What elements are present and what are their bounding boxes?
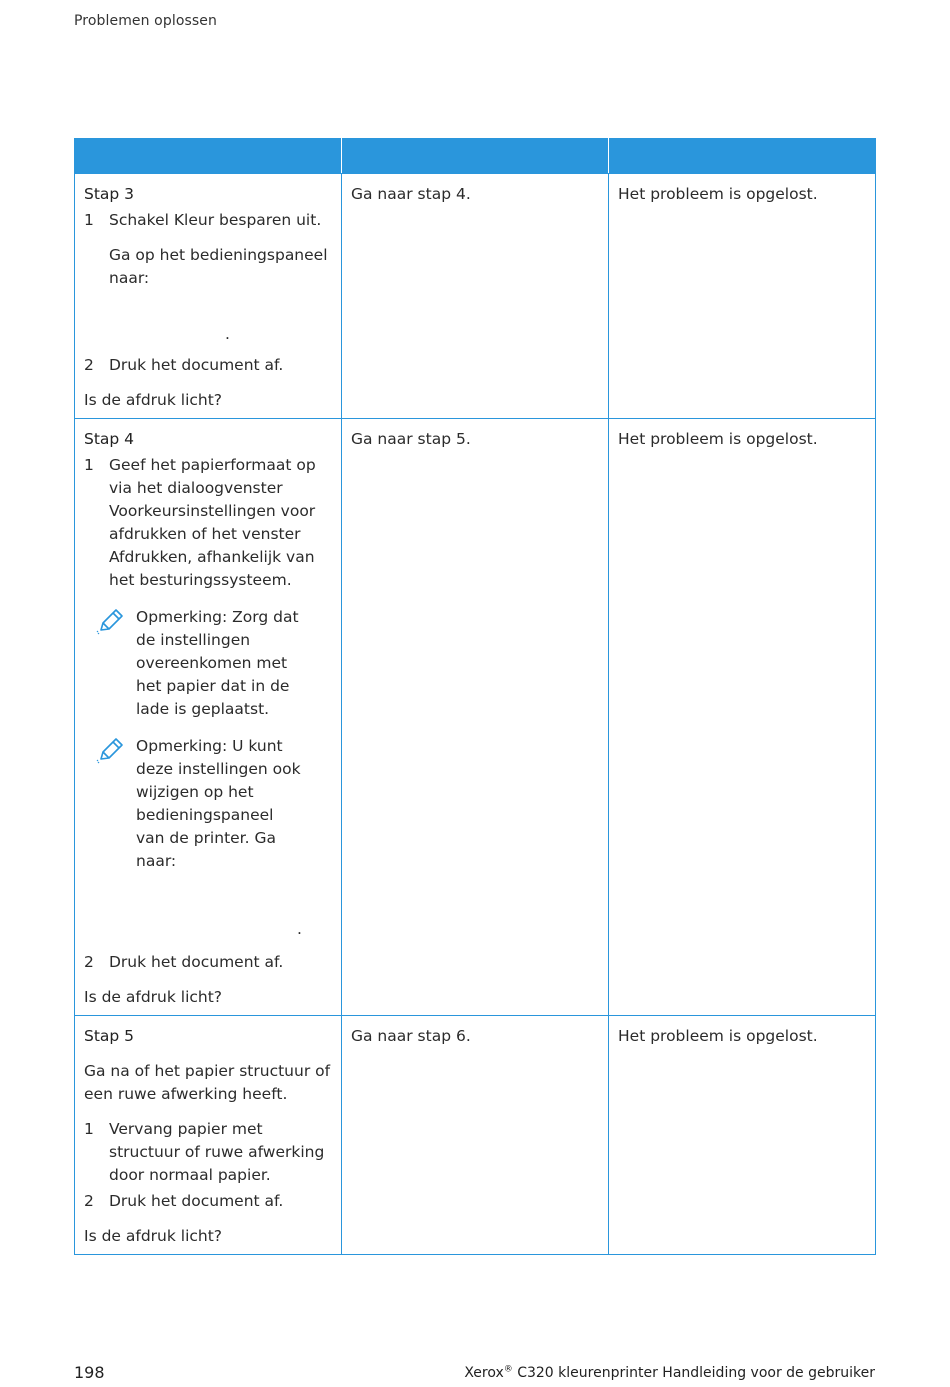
list-text: Druk het document af. [109,356,284,374]
instruction-text: Ga op het bedieningspaneel naar: [109,246,328,287]
action-cell [75,419,342,1016]
question-text: Is de afdruk licht? [84,988,223,1006]
footer-doc-title [464,1365,875,1381]
header-cell-no [609,139,876,174]
header-cell-yes [342,139,609,174]
list-number: 1 [84,456,94,474]
step-title: Stap 3 [84,185,135,203]
table-row [75,419,876,1016]
yes-result: Ga naar stap 6. [351,1027,471,1045]
header-cell-action [75,139,342,174]
list-text: Schakel Kleur besparen uit. [109,211,322,229]
question-text: Is de afdruk licht? [84,391,223,409]
pencil-icon [96,735,136,873]
list-text: Geef het papierformaat op via het dialoogvenster Voorkeursinstellingen voor afdrukken of het venster Afdrukken, afhankelijk van het besturingssysteem. [109,456,316,589]
page-number: 198 [74,1363,105,1382]
action-cell [75,1016,342,1255]
running-header: Problemen oplossen [74,13,217,29]
yes-cell [342,1016,609,1255]
troubleshooting-table [74,138,876,1255]
period-mark: . [225,325,230,343]
list-item [84,354,332,377]
note-text: Opmerking: Zorg dat de instellingen overeenkomen met het papier dat in de lade is geplaatst. [136,608,299,718]
list-number: 1 [84,211,94,229]
no-cell [609,1016,876,1255]
note [84,606,332,721]
step-title: Stap 5 [84,1027,135,1045]
list-item [84,454,332,592]
yes-result: Ga naar stap 5. [351,430,471,448]
table-header [75,139,876,174]
note-text: Opmerking: U kunt deze instellingen ook wijzigen op het bedieningspaneel van de printer. Ga naar: [136,737,301,870]
list-number: 1 [84,1120,94,1138]
note [84,735,332,873]
list-text: Druk het document af. [109,1192,284,1210]
list-item [84,1118,332,1187]
menu-path-placeholder [84,881,332,941]
list-number: 2 [84,1192,94,1210]
table-row [75,1016,876,1255]
list-number: 2 [84,953,94,971]
list-text: Vervang papier met structuur of ruwe afwerking door normaal papier. [109,1120,325,1184]
no-result: Het probleem is opgelost. [618,1027,818,1045]
list-item [84,1190,332,1213]
yes-cell [342,419,609,1016]
period-mark: . [297,920,302,938]
yes-cell [342,174,609,419]
no-result: Het probleem is opgelost. [618,185,818,203]
intro-text: Ga na of het papier structuur of een ruwe afwerking heeft. [84,1062,331,1103]
pencil-icon [96,606,136,721]
action-cell [75,174,342,419]
list-text: Druk het document af. [109,953,284,971]
no-cell [609,419,876,1016]
registered-mark: ® [503,1364,513,1375]
list-item [84,209,332,232]
list-item [84,951,332,974]
list-number: 2 [84,356,94,374]
question-text: Is de afdruk licht? [84,1227,223,1245]
menu-path-placeholder [84,298,332,346]
no-cell [609,174,876,419]
no-result: Het probleem is opgelost. [618,430,818,448]
doc-title: C320 kleurenprinter Handleiding voor de gebruiker [512,1365,875,1381]
step-title: Stap 4 [84,430,135,448]
table-row [75,174,876,419]
brand-name: Xerox [464,1365,504,1381]
yes-result: Ga naar stap 4. [351,185,471,203]
